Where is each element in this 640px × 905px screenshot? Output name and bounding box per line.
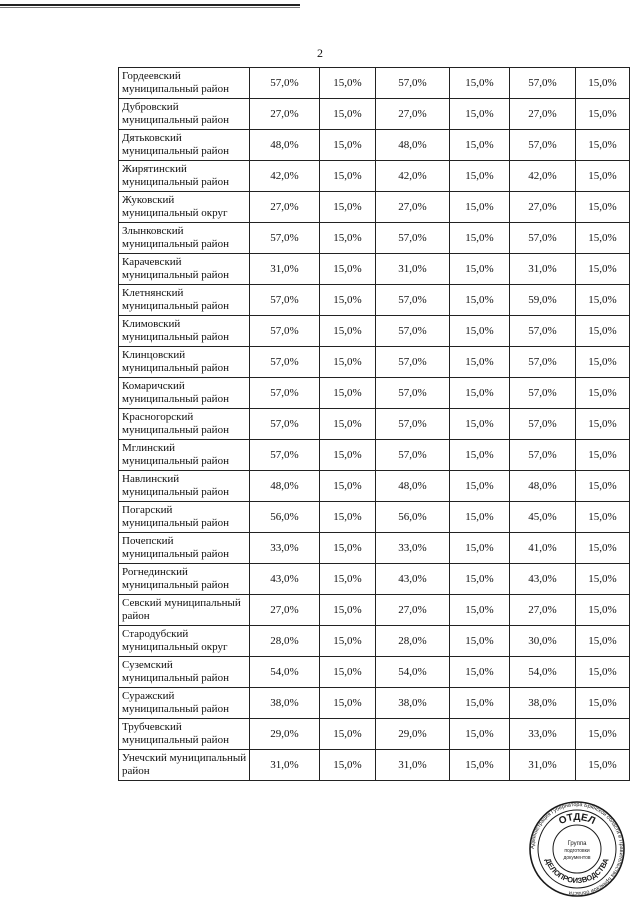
district-name-cell: Клинцовский муниципальный район <box>119 347 250 378</box>
percent-cell: 15,0% <box>320 688 376 719</box>
percent-cell: 27,0% <box>250 192 320 223</box>
table-row <box>119 533 630 564</box>
table-row <box>119 347 630 378</box>
percent-cell: 15,0% <box>450 254 510 285</box>
percent-cell: 38,0% <box>510 688 576 719</box>
table-row <box>119 440 630 471</box>
table-row <box>119 316 630 347</box>
page-number: 2 <box>317 46 323 60</box>
table-row <box>119 192 630 223</box>
district-name-cell: Комаричский муниципальный район <box>119 378 250 409</box>
percent-cell: 15,0% <box>576 564 630 595</box>
district-name-cell: Трубчевский муниципальный район <box>119 719 250 750</box>
percent-cell: 57,0% <box>376 68 450 99</box>
stamp-arc-top: ОТДЕЛ <box>557 811 597 828</box>
percent-cell: 27,0% <box>376 192 450 223</box>
percent-cell: 38,0% <box>376 688 450 719</box>
percent-cell: 15,0% <box>576 378 630 409</box>
district-name-cell: Жуковский муниципальный округ <box>119 192 250 223</box>
table-row <box>119 285 630 316</box>
percent-cell: 15,0% <box>450 378 510 409</box>
table-row <box>119 750 630 781</box>
percent-cell: 45,0% <box>510 502 576 533</box>
district-name-cell: Дятьковский муниципальный район <box>119 130 250 161</box>
percent-cell: 33,0% <box>376 533 450 564</box>
percent-cell: 15,0% <box>450 502 510 533</box>
percent-cell: 31,0% <box>250 750 320 781</box>
percent-cell: 15,0% <box>576 533 630 564</box>
percent-cell: 28,0% <box>250 626 320 657</box>
district-name-cell: Погарский муниципальный район <box>119 502 250 533</box>
office-stamp <box>528 800 626 898</box>
table-row <box>119 130 630 161</box>
percent-cell: 42,0% <box>510 161 576 192</box>
percent-cell: 15,0% <box>450 223 510 254</box>
percent-cell: 31,0% <box>510 254 576 285</box>
percent-cell: 15,0% <box>576 750 630 781</box>
percent-cell: 57,0% <box>250 285 320 316</box>
district-name-cell: Суражский муниципальный район <box>119 688 250 719</box>
percent-cell: 15,0% <box>320 626 376 657</box>
district-name-cell: Стародубский муниципальный округ <box>119 626 250 657</box>
percent-cell: 38,0% <box>250 688 320 719</box>
district-name-cell: Гордеевский муниципальный район <box>119 68 250 99</box>
percent-cell: 57,0% <box>250 378 320 409</box>
percent-cell: 27,0% <box>376 99 450 130</box>
table-row <box>119 378 630 409</box>
percent-cell: 15,0% <box>450 192 510 223</box>
percent-cell: 29,0% <box>376 719 450 750</box>
percent-cell: 15,0% <box>576 316 630 347</box>
percent-cell: 15,0% <box>576 130 630 161</box>
percent-cell: 27,0% <box>510 192 576 223</box>
percent-cell: 15,0% <box>450 316 510 347</box>
percent-cell: 15,0% <box>320 440 376 471</box>
percent-cell: 42,0% <box>250 161 320 192</box>
percent-cell: 59,0% <box>510 285 576 316</box>
percent-cell: 15,0% <box>576 68 630 99</box>
percent-cell: 15,0% <box>450 161 510 192</box>
percent-cell: 15,0% <box>320 409 376 440</box>
percent-cell: 33,0% <box>510 719 576 750</box>
percent-cell: 15,0% <box>320 161 376 192</box>
district-name-cell: Севский муниципальный район <box>119 595 250 626</box>
table-row <box>119 657 630 688</box>
district-name-cell: Суземский муниципальный район <box>119 657 250 688</box>
percent-cell: 15,0% <box>320 223 376 254</box>
stamp-center-line1: Группа <box>567 841 587 847</box>
percent-cell: 15,0% <box>320 471 376 502</box>
percent-cell: 57,0% <box>376 316 450 347</box>
percent-cell: 57,0% <box>376 409 450 440</box>
percent-cell: 15,0% <box>320 533 376 564</box>
percent-cell: 15,0% <box>450 719 510 750</box>
percent-cell: 57,0% <box>510 316 576 347</box>
percent-cell: 27,0% <box>250 99 320 130</box>
percent-cell: 15,0% <box>450 595 510 626</box>
header-rule-thin <box>0 7 300 8</box>
percent-cell: 15,0% <box>576 595 630 626</box>
percent-cell: 57,0% <box>510 223 576 254</box>
stamp-center-line2: подготовки <box>564 848 590 854</box>
percent-cell: 15,0% <box>320 285 376 316</box>
percent-cell: 15,0% <box>450 688 510 719</box>
percent-cell: 27,0% <box>376 595 450 626</box>
table-row <box>119 719 630 750</box>
percent-cell: 15,0% <box>576 440 630 471</box>
percent-cell: 57,0% <box>250 409 320 440</box>
percent-cell: 15,0% <box>320 378 376 409</box>
table-row <box>119 409 630 440</box>
percent-cell: 15,0% <box>450 130 510 161</box>
percent-cell: 15,0% <box>576 657 630 688</box>
district-name-cell: Жирятинский муниципальный район <box>119 161 250 192</box>
percent-cell: 15,0% <box>320 719 376 750</box>
percent-cell: 15,0% <box>450 409 510 440</box>
percent-cell: 57,0% <box>376 378 450 409</box>
percent-cell: 43,0% <box>376 564 450 595</box>
percent-cell: 15,0% <box>320 502 376 533</box>
percent-cell: 15,0% <box>320 99 376 130</box>
percent-cell: 15,0% <box>450 657 510 688</box>
percent-cell: 15,0% <box>576 719 630 750</box>
stamp-arc-bottom: ДЕЛОПРОИЗВОДСТВА <box>543 856 611 886</box>
percent-cell: 43,0% <box>510 564 576 595</box>
district-name-cell: Мглинский муниципальный район <box>119 440 250 471</box>
percent-cell: 15,0% <box>576 502 630 533</box>
district-name-cell: Климовский муниципальный район <box>119 316 250 347</box>
percent-cell: 15,0% <box>576 688 630 719</box>
percent-cell: 15,0% <box>320 316 376 347</box>
percent-cell: 57,0% <box>250 440 320 471</box>
percent-cell: 15,0% <box>576 471 630 502</box>
percent-cell: 15,0% <box>450 533 510 564</box>
percent-cell: 15,0% <box>320 657 376 688</box>
percent-cell: 15,0% <box>576 626 630 657</box>
percent-cell: 43,0% <box>250 564 320 595</box>
percent-cell: 15,0% <box>450 347 510 378</box>
percent-cell: 27,0% <box>510 99 576 130</box>
district-name-cell: Навлинский муниципальный район <box>119 471 250 502</box>
percent-cell: 57,0% <box>250 68 320 99</box>
percent-cell: 48,0% <box>250 471 320 502</box>
percent-cell: 15,0% <box>320 564 376 595</box>
percent-cell: 15,0% <box>576 223 630 254</box>
table-row <box>119 595 630 626</box>
percent-cell: 15,0% <box>450 564 510 595</box>
percent-cell: 31,0% <box>250 254 320 285</box>
table-row <box>119 68 630 99</box>
percent-cell: 15,0% <box>576 99 630 130</box>
percent-cell: 56,0% <box>250 502 320 533</box>
stamp-center-line3: документов <box>563 855 591 861</box>
percent-cell: 15,0% <box>576 409 630 440</box>
percent-cell: 15,0% <box>576 347 630 378</box>
district-name-cell: Рогнединский муниципальный район <box>119 564 250 595</box>
district-name-cell: Карачевский муниципальный район <box>119 254 250 285</box>
percent-cell: 57,0% <box>510 68 576 99</box>
percent-cell: 57,0% <box>376 347 450 378</box>
percent-cell: 56,0% <box>376 502 450 533</box>
table-row <box>119 502 630 533</box>
district-name-cell: Красногорский муниципальный район <box>119 409 250 440</box>
percent-cell: 15,0% <box>576 192 630 223</box>
percent-cell: 15,0% <box>450 471 510 502</box>
percent-cell: 48,0% <box>376 471 450 502</box>
percent-cell: 15,0% <box>450 68 510 99</box>
table-row <box>119 564 630 595</box>
percent-cell: 57,0% <box>376 285 450 316</box>
header-rule <box>0 4 300 6</box>
percent-cell: 15,0% <box>450 626 510 657</box>
percent-cell: 15,0% <box>576 161 630 192</box>
percent-cell: 15,0% <box>450 750 510 781</box>
percent-cell: 33,0% <box>250 533 320 564</box>
percent-cell: 15,0% <box>320 347 376 378</box>
district-name-cell: Унечский муниципальный район <box>119 750 250 781</box>
table-row <box>119 688 630 719</box>
district-name-cell: Клетнянский муниципальный район <box>119 285 250 316</box>
table-row <box>119 99 630 130</box>
percent-cell: 31,0% <box>376 750 450 781</box>
data-table <box>118 67 630 781</box>
percent-cell: 42,0% <box>376 161 450 192</box>
percent-cell: 57,0% <box>376 223 450 254</box>
percent-cell: 54,0% <box>376 657 450 688</box>
percent-cell: 15,0% <box>320 192 376 223</box>
percent-cell: 57,0% <box>510 378 576 409</box>
percent-cell: 15,0% <box>320 68 376 99</box>
percent-cell: 15,0% <box>450 440 510 471</box>
percent-cell: 57,0% <box>250 316 320 347</box>
table-body <box>119 68 630 781</box>
district-name-cell: Почепский муниципальный район <box>119 533 250 564</box>
district-name-cell: Злынковский муниципальный район <box>119 223 250 254</box>
percent-cell: 15,0% <box>320 750 376 781</box>
percent-cell: 15,0% <box>450 99 510 130</box>
percent-cell: 48,0% <box>510 471 576 502</box>
percent-cell: 48,0% <box>250 130 320 161</box>
table-row <box>119 161 630 192</box>
percent-cell: 15,0% <box>320 254 376 285</box>
table-row <box>119 471 630 502</box>
table-row <box>119 626 630 657</box>
percent-cell: 48,0% <box>376 130 450 161</box>
percent-cell: 57,0% <box>510 347 576 378</box>
percent-cell: 41,0% <box>510 533 576 564</box>
percent-cell: 54,0% <box>510 657 576 688</box>
percent-cell: 15,0% <box>576 285 630 316</box>
percent-cell: 27,0% <box>510 595 576 626</box>
percent-cell: 57,0% <box>510 130 576 161</box>
stamp-ring-text: Администрация Губернатора Брянской области и Правительства Брянской области <box>529 801 625 897</box>
district-name-cell: Дубровский муниципальный район <box>119 99 250 130</box>
percent-cell: 57,0% <box>250 347 320 378</box>
percent-cell: 31,0% <box>376 254 450 285</box>
percent-cell: 57,0% <box>376 440 450 471</box>
percent-cell: 30,0% <box>510 626 576 657</box>
percent-cell: 15,0% <box>320 595 376 626</box>
percent-cell: 15,0% <box>576 254 630 285</box>
percent-cell: 31,0% <box>510 750 576 781</box>
table-row <box>119 223 630 254</box>
percent-cell: 57,0% <box>510 440 576 471</box>
percent-cell: 57,0% <box>510 409 576 440</box>
percent-cell: 15,0% <box>320 130 376 161</box>
percent-cell: 15,0% <box>450 285 510 316</box>
percent-cell: 54,0% <box>250 657 320 688</box>
percent-cell: 29,0% <box>250 719 320 750</box>
percent-cell: 28,0% <box>376 626 450 657</box>
table-row <box>119 254 630 285</box>
percent-cell: 57,0% <box>250 223 320 254</box>
percent-cell: 27,0% <box>250 595 320 626</box>
